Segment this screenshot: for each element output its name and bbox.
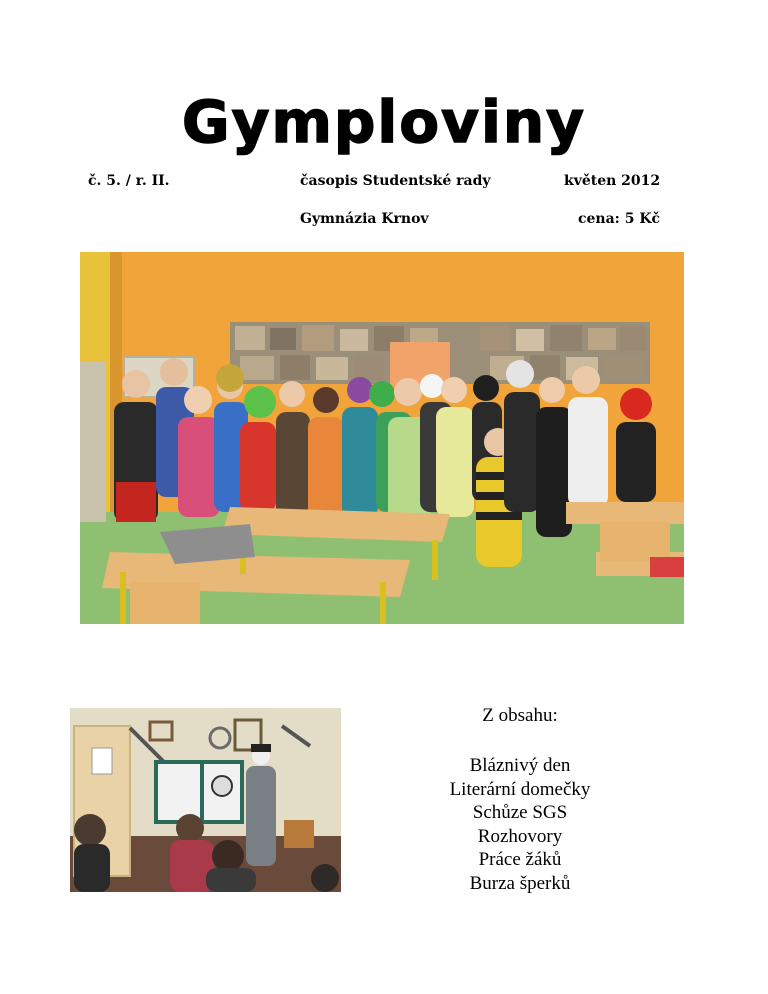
contents-item: Rozhovory [477,825,563,847]
contents-box [400,704,640,895]
contents-item: Burza šperků [469,872,571,894]
contents-item: Schůze SGS [472,802,568,823]
school-name: Gymnázia Krnov [300,211,429,227]
contents-item: Bláznivý den [469,755,571,776]
issue-date: květen 2012 [564,173,661,189]
cover-photo [80,252,684,624]
contents-heading: Z obsahu: [482,705,558,726]
secondary-photo-illustration [70,708,341,892]
contents-item: Práce žáků [478,849,562,870]
contents-item: Literární domečky [449,778,591,800]
issue-number: č. 5. / r. II. [88,173,170,189]
issue-price: cena: 5 Kč [578,211,661,227]
secondary-photo [70,708,341,892]
cover-photo-illustration [80,252,684,624]
publisher-line: časopis Studentské rady [300,173,491,189]
magazine-title: Gymploviny [182,88,586,156]
